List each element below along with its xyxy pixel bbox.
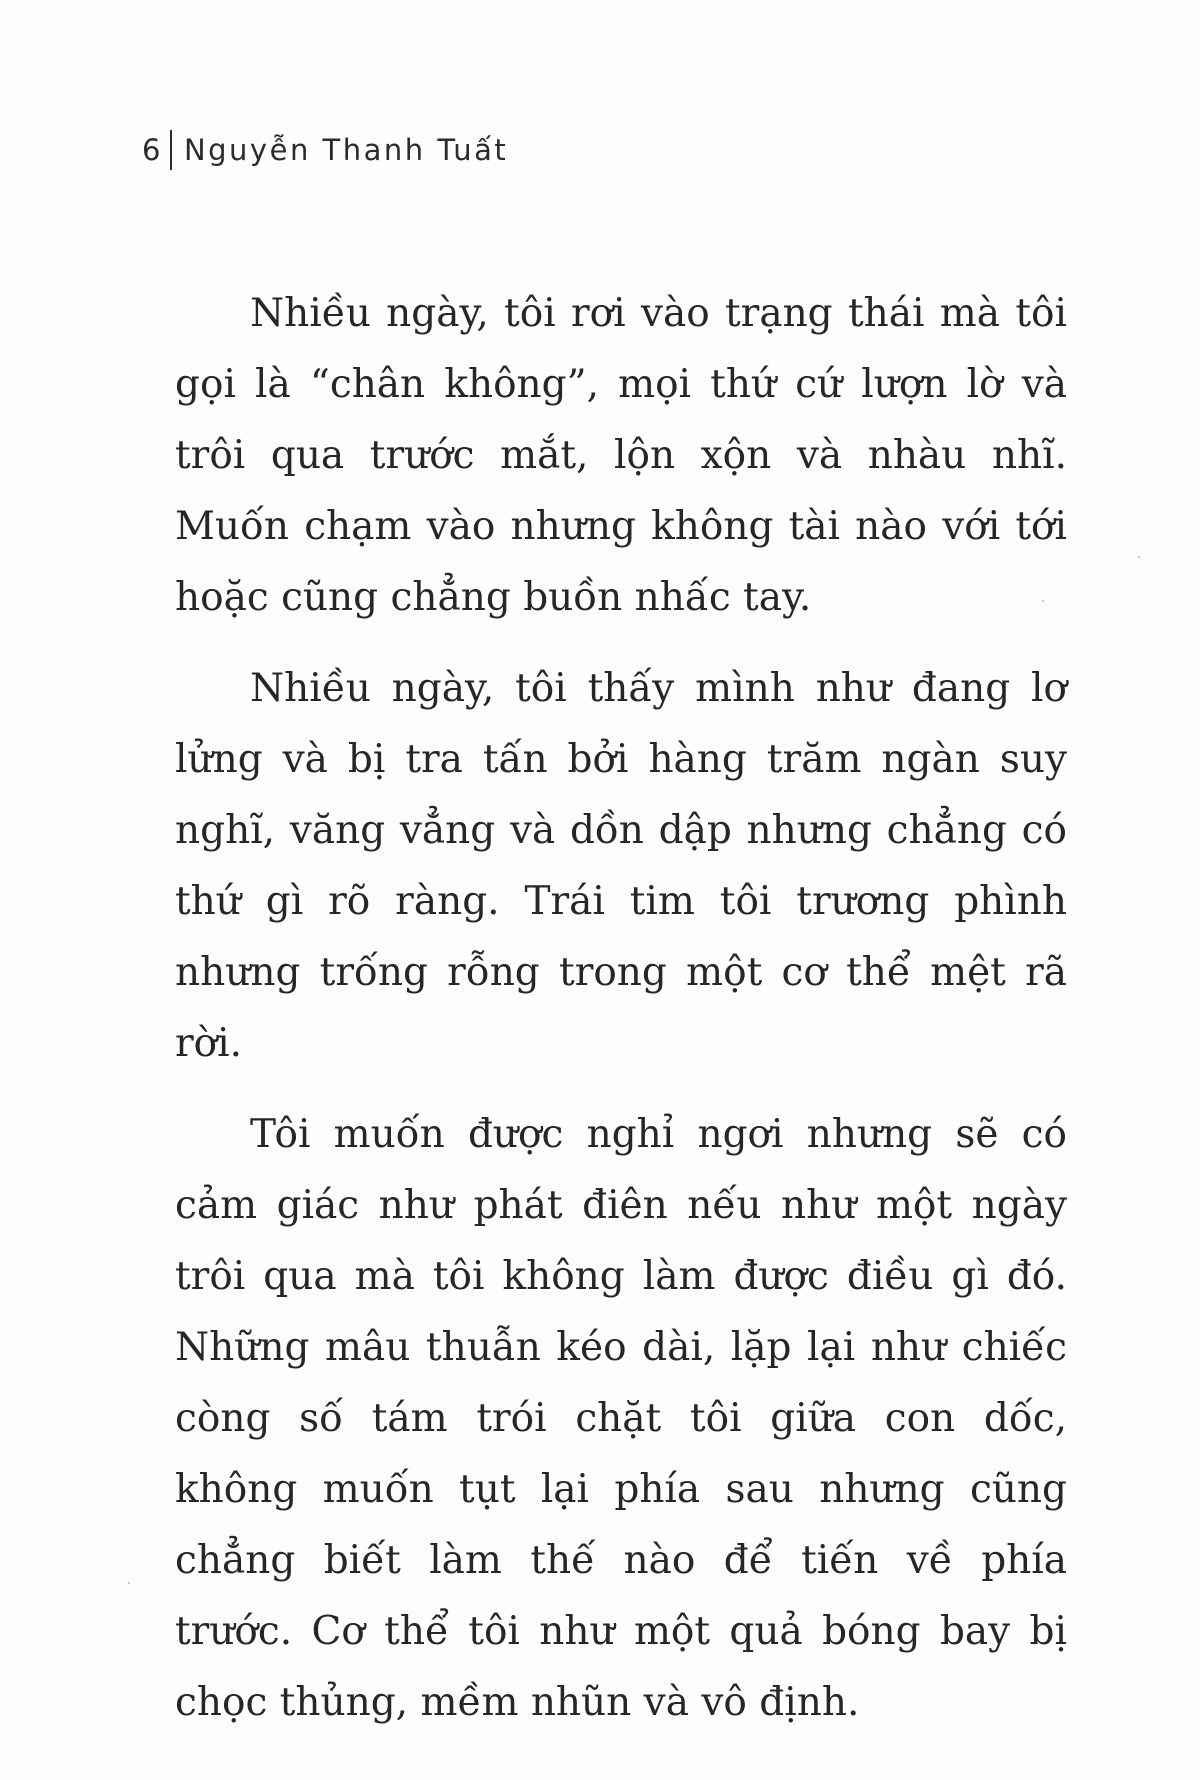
- body-text: [175, 278, 1067, 1758]
- scan-speck: [1138, 556, 1140, 558]
- page-number: 6: [142, 133, 163, 167]
- scan-speck: [128, 1582, 130, 1584]
- author-name: Nguyễn Thanh Tuất: [183, 133, 509, 167]
- scan-speck: [1042, 600, 1044, 602]
- paragraph-1: Nhiều ngày, tôi rơi vào trạng thái mà tôi gọi là “chân không”, mọi thứ cứ lượn lờ và trôi qua trước mắt, lộn xộn và nhàu nhĩ. Muốn chạm vào nhưng không tài nào với tới hoặc cũng chẳng buồn nhấc tay.: [175, 291, 1067, 620]
- running-head: [142, 128, 508, 172]
- header-divider: [170, 130, 172, 170]
- paragraph-3: Tôi muốn được nghỉ ngơi nhưng sẽ có cảm giác như phát điên nếu như một ngày trôi qua mà tôi không làm được điều gì đó. Những mâu thuẫn kéo dài, lặp lại như chiếc còng số tám trói chặt tôi giữa con dốc, không muốn tụt lại phía sau nhưng cũng chẳng biết làm thế nào để tiến về phía trước. Cơ thể tôi như một quả bóng bay bị chọc thủng, mềm nhũn và vô định.: [175, 1112, 1067, 1725]
- paragraph-2: Nhiều ngày, tôi thấy mình như đang lơ lửng và bị tra tấn bởi hàng trăm ngàn suy nghĩ, văng vẳng và dồn dập nhưng chẳng có thứ gì rõ ràng. Trái tim tôi trương phình nhưng trống rỗng trong một cơ thể mệt rã rời.: [175, 666, 1067, 1066]
